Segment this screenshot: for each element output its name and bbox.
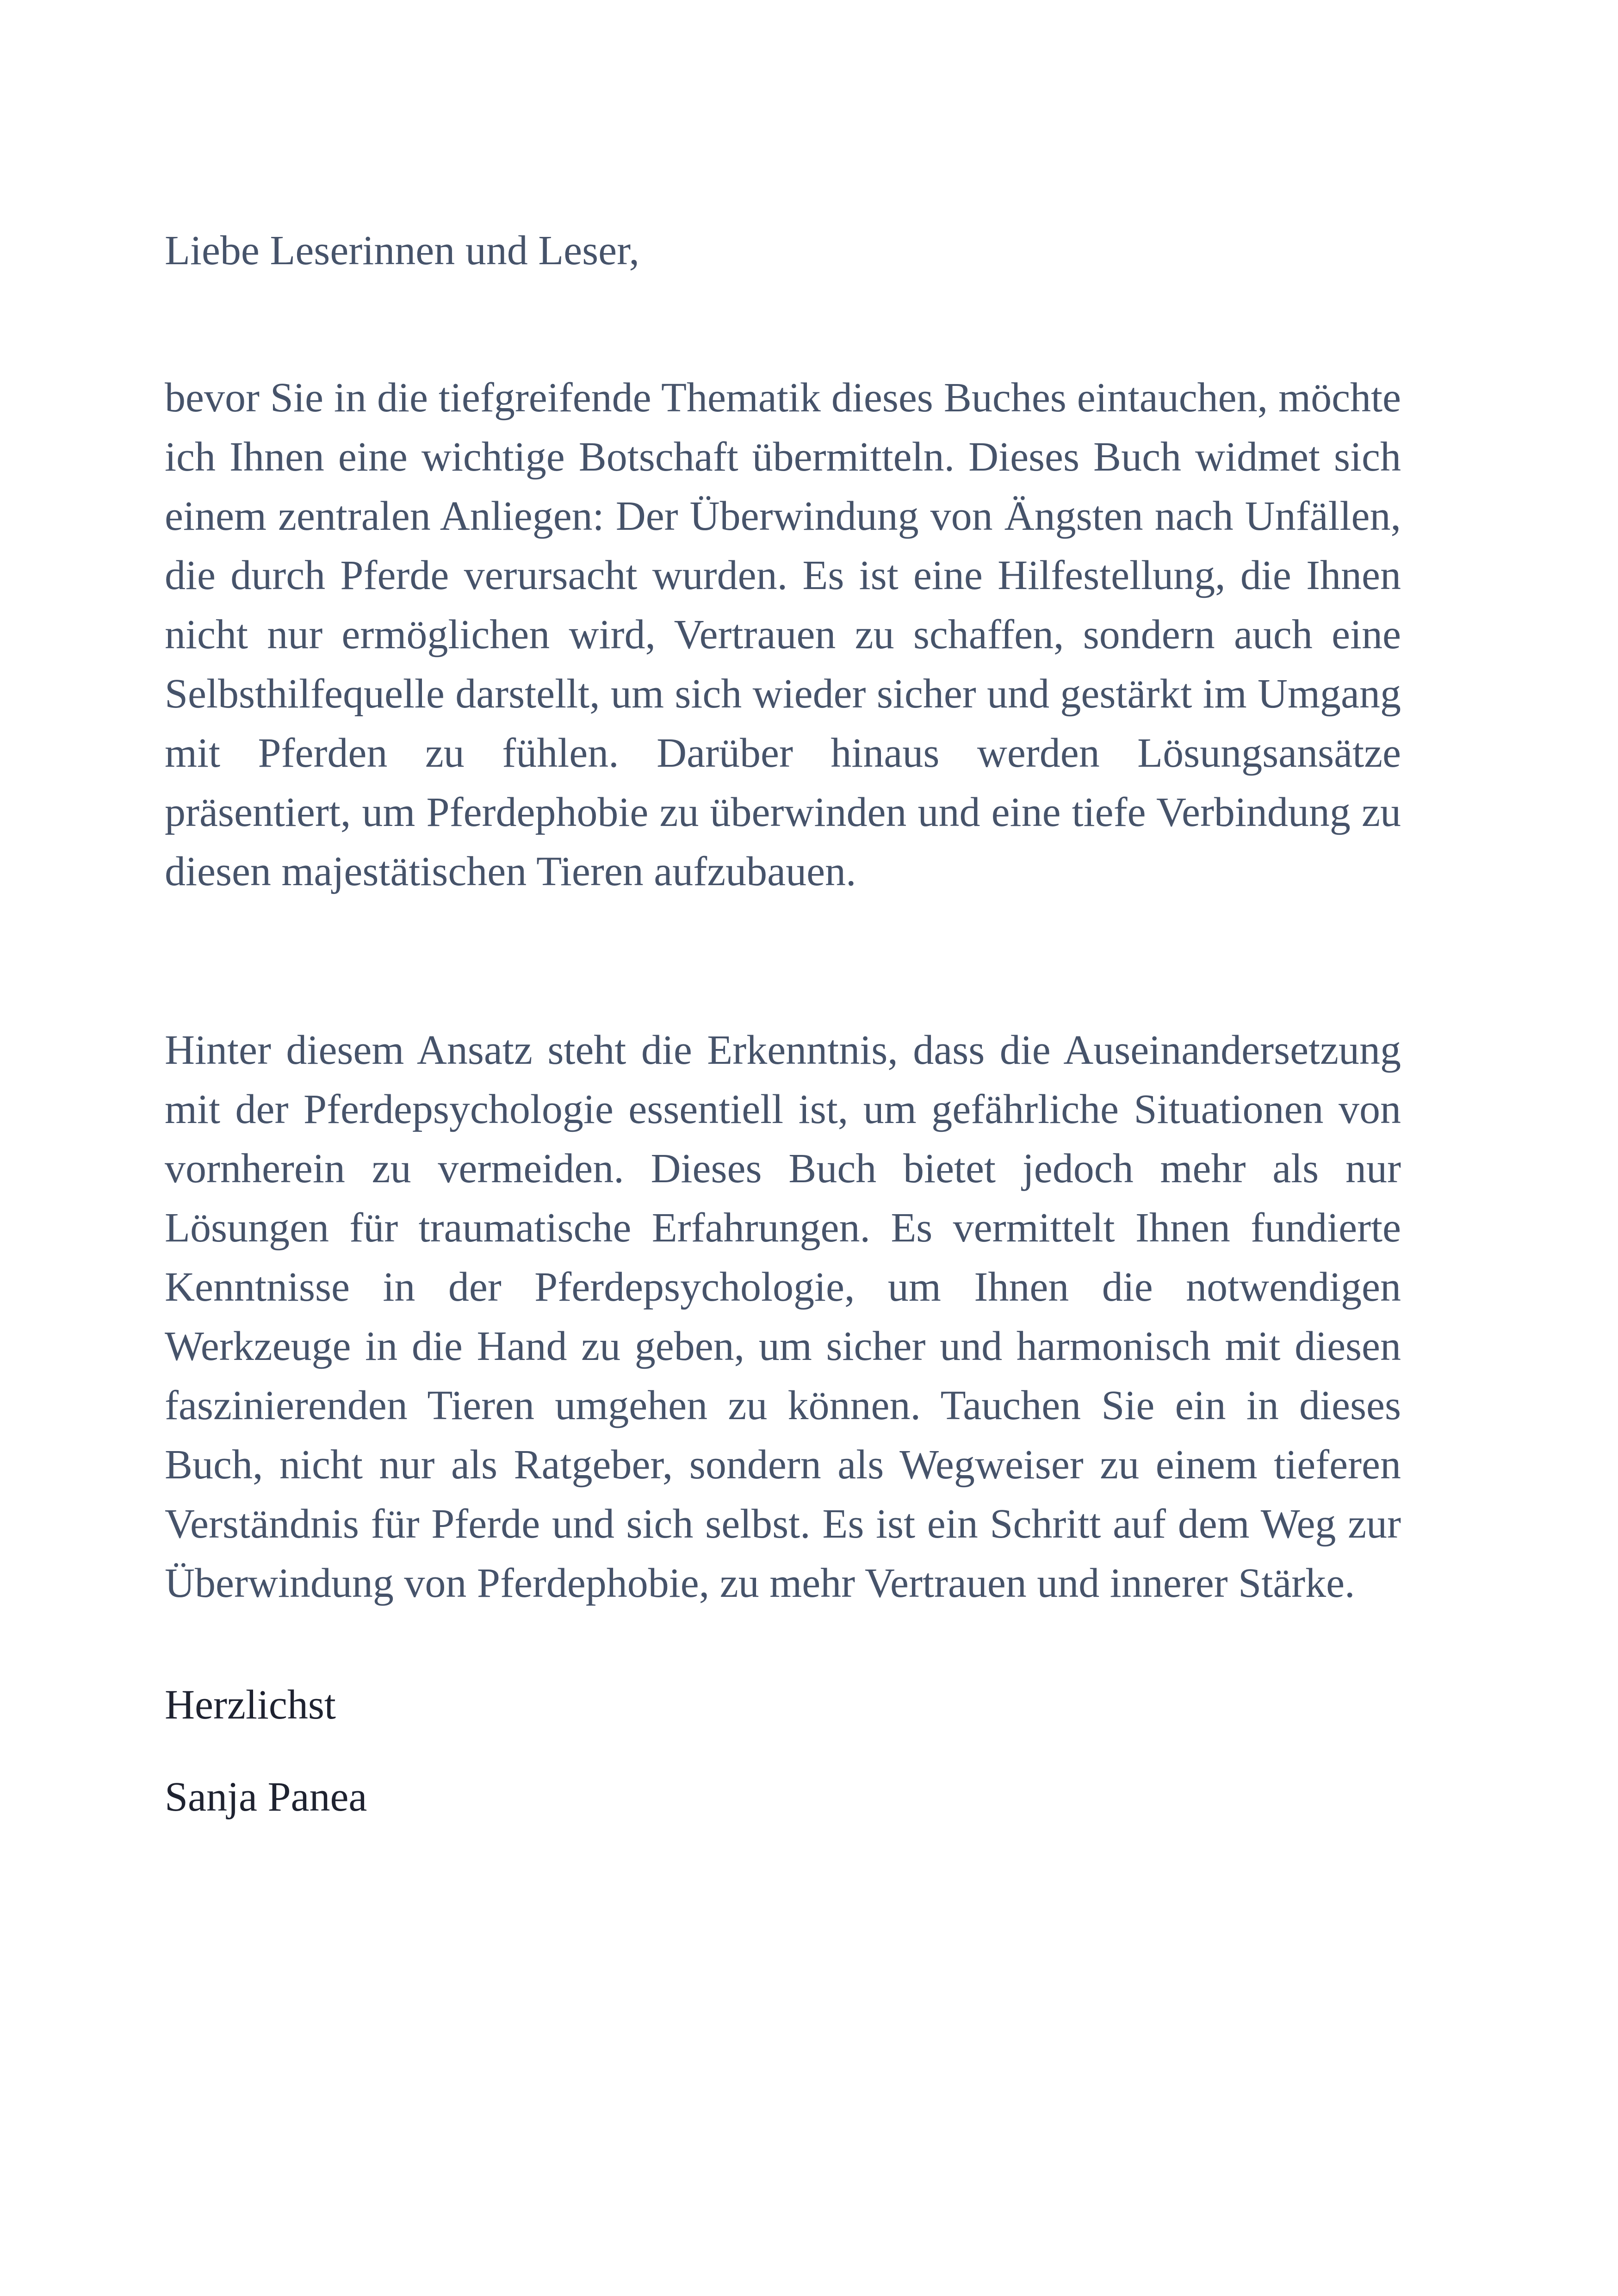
body-paragraph-2: Hinter diesem Ansatz steht die Erkenntnis, dass die Auseinandersetzung mit der Pferdepsychologie essentiell ist, um gefährliche Situationen von vornherein zu vermeiden. Dieses Buch bietet jedoch mehr als nur Lösungen für traumatische Erfahrungen. Es vermittelt Ihnen fundierte Kenntnisse in der Pferdepsychologie, um Ihnen die notwendigen Werkzeuge in die Hand zu geben, um sicher und harmonisch mit diesen faszinierenden Tieren umgehen zu können. Tauchen Sie ein in dieses Buch, nicht nur als Ratgeber, sondern als Wegweiser zu einem tieferen Verständnis für Pferde und sich selbst. Es ist ein Schritt auf dem Weg zur Überwindung von Pferdephobie, zu mehr Vertrauen und innerer Stärke.: [165, 1027, 1401, 1606]
body-paragraph-1: bevor Sie in die tiefgreifende Thematik dieses Buches eintauchen, möchte ich Ihnen eine wichtige Botschaft übermitteln. Dieses Buch widmet sich einem zentralen Anliegen: Der Überwindung von Ängsten nach Unfällen, die durch Pferde verursacht wurden. Es ist eine Hilfestellung, die Ihnen nicht nur ermöglichen wird, Vertrauen zu schaffen, sondern auch eine Selbsthilfequelle darstellt, um sich wieder sicher und gestärkt im Umgang mit Pferden zu fühlen. Darüber hinaus werden Lösungsansätze präsentiert, um Pferdephobie zu überwinden und eine tiefe Verbindung zu diesen majestätischen Tieren aufzubauen.: [165, 375, 1401, 894]
closing-line: Herzlichst: [165, 1682, 336, 1728]
salutation: Liebe Leserinnen und Leser,: [165, 228, 639, 273]
author-signature: Sanja Panea: [165, 1774, 367, 1820]
